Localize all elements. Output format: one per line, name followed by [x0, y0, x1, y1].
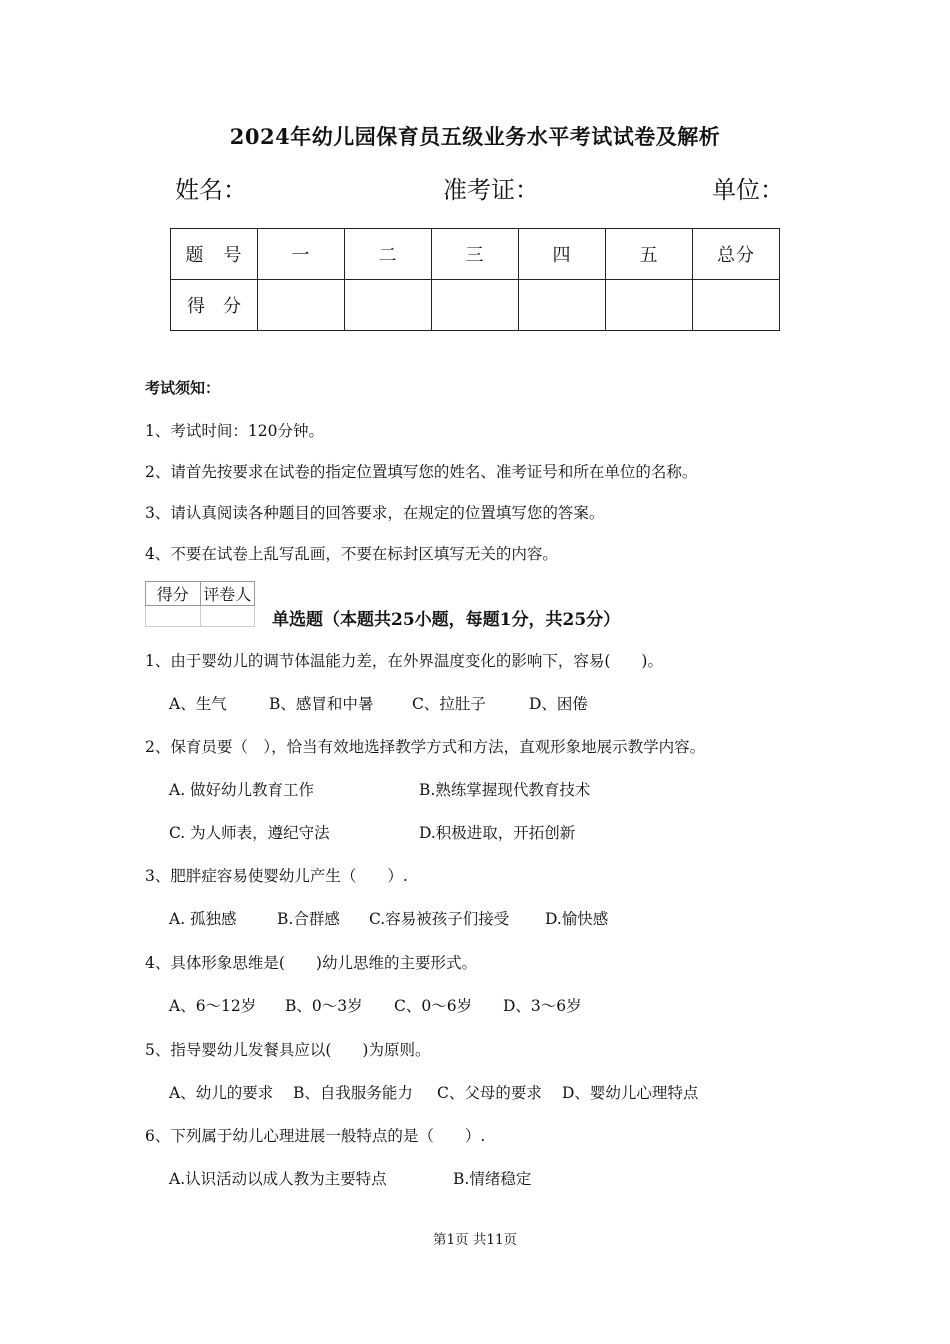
- unit-field-label: 单位：: [712, 176, 784, 204]
- notice-item: 2、请首先按要求在试卷的指定位置填写您的姓名、准考证号和所在单位的名称。: [145, 463, 698, 481]
- score-table-header-row: [171, 229, 780, 280]
- q1-option-d: D、困倦: [529, 695, 588, 713]
- q4-option-a: A、6～12岁: [169, 997, 257, 1015]
- q2-option-b: B.熟练掌握现代教育技术: [419, 781, 591, 799]
- q6-option-a: A.认识活动以成人教为主要特点: [169, 1170, 387, 1188]
- q3-option-d: D.愉快感: [545, 910, 609, 928]
- question-2: 2、保育员要（ ），恰当有效地选择教学方式和方法，直观形象地展示教学内容。: [145, 738, 706, 756]
- notice-item: 4、不要在试卷上乱写乱画，不要在标封区填写无关的内容。: [145, 545, 558, 563]
- q3-option-b: B.合群感: [277, 910, 340, 928]
- question-5: 5、指导婴幼儿发餐具应以( )为原则。: [145, 1041, 431, 1059]
- score-cell[interactable]: [606, 280, 693, 331]
- question-6: 6、下列属于幼儿心理进展一般特点的是（ ）.: [145, 1127, 486, 1145]
- question-4: 4、具体形象思维是( )幼儿思维的主要形式。: [145, 954, 477, 972]
- score-cell[interactable]: [693, 280, 780, 331]
- score-header-cell: 三: [432, 229, 519, 280]
- q5-option-c: C、父母的要求: [437, 1084, 542, 1102]
- q1-option-b: B、感冒和中暑: [269, 695, 374, 713]
- score-cell[interactable]: [519, 280, 606, 331]
- q2-option-c: C. 为人师表，遵纪守法: [169, 824, 330, 842]
- q5-option-b: B、自我服务能力: [293, 1084, 413, 1102]
- question-3: 3、肥胖症容易使婴幼儿产生（ ）.: [145, 867, 408, 885]
- score-table: [170, 228, 780, 331]
- score-header-cell: 总分: [693, 229, 780, 280]
- name-field-label: 姓名：: [175, 176, 247, 204]
- q6-option-b: B.情绪稳定: [453, 1170, 532, 1188]
- page-footer: 第1页 共11页: [432, 1232, 518, 1248]
- q4-option-b: B、0～3岁: [285, 997, 363, 1015]
- q3-option-c: C.容易被孩子们接受: [369, 910, 510, 928]
- q3-option-a: A. 孤独感: [169, 910, 237, 928]
- q5-option-a: A、幼儿的要求: [169, 1084, 274, 1102]
- grader-reviewer-cell[interactable]: [200, 606, 255, 627]
- q2-option-a: A. 做好幼儿教育工作: [169, 781, 315, 799]
- grader-score-cell[interactable]: [146, 606, 201, 627]
- grader-box: [145, 581, 255, 627]
- score-cell[interactable]: [432, 280, 519, 331]
- score-header-cell: 五: [606, 229, 693, 280]
- grader-reviewer-label: 评卷人: [200, 582, 255, 606]
- notice-item: 1、考试时间：120分钟。: [145, 422, 324, 440]
- q2-option-d: D.积极进取，开拓创新: [419, 824, 576, 842]
- score-cell[interactable]: [345, 280, 432, 331]
- exam-number-field-label: 准考证：: [443, 176, 539, 204]
- q5-option-d: D、婴幼儿心理特点: [562, 1084, 699, 1102]
- score-header-cell: 一: [258, 229, 345, 280]
- q4-option-c: C、0～6岁: [394, 997, 473, 1015]
- grader-score-label: 得分: [146, 582, 201, 606]
- score-header-cell: 二: [345, 229, 432, 280]
- score-table-score-row: [171, 280, 780, 331]
- score-row-label: 得 分: [171, 280, 258, 331]
- score-cell[interactable]: [258, 280, 345, 331]
- page-title: 2024年幼儿园保育员五级业务水平考试试卷及解析: [229, 124, 721, 149]
- section-title: 单选题（本题共25小题，每题1分，共25分）: [272, 610, 621, 630]
- q4-option-d: D、3～6岁: [503, 997, 582, 1015]
- q1-option-a: A、生气: [169, 695, 227, 713]
- notice-title: 考试须知：: [145, 379, 221, 397]
- q1-option-c: C、拉肚子: [412, 695, 486, 713]
- score-header-cell: 题 号: [171, 229, 258, 280]
- notice-item: 3、请认真阅读各种题目的回答要求，在规定的位置填写您的答案。: [145, 504, 605, 522]
- score-header-cell: 四: [519, 229, 606, 280]
- question-1: 1、由于婴幼儿的调节体温能力差，在外界温度变化的影响下，容易( )。: [145, 652, 663, 670]
